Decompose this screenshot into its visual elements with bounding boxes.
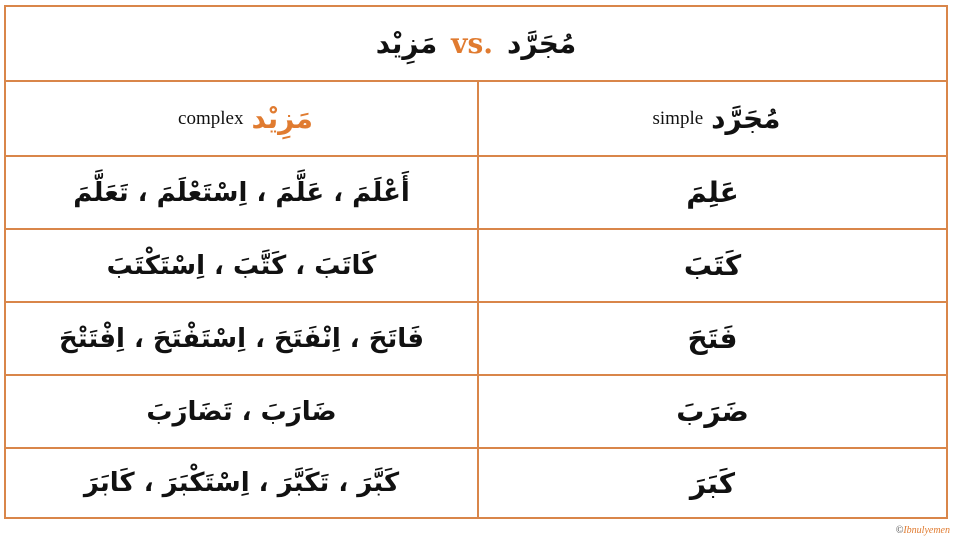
complex-forms: فَاتَحَ ، اِنْفَتَحَ ، اِسْتَفْتَحَ ، اِفْتَتْحَ	[58, 323, 425, 354]
header-complex	[6, 82, 479, 155]
header-row	[6, 82, 946, 157]
table-row	[6, 449, 946, 517]
simple-form: فَتَحَ	[687, 322, 738, 355]
table-row	[6, 376, 946, 449]
complex-forms: كَاتَبَ ، كَتَّبَ ، اِسْتَكْتَبَ	[106, 250, 377, 281]
title-row	[6, 7, 946, 82]
simple-form: ضَرَبَ	[676, 395, 749, 428]
simple-cell	[479, 230, 946, 301]
copyright-symbol: ©	[895, 525, 904, 536]
copyright-notice	[896, 525, 950, 536]
simple-cell	[479, 303, 946, 374]
simple-form: عَلِمَ	[686, 176, 739, 209]
simple-form: كَتَبَ	[683, 249, 742, 282]
header-simple-arabic: مُجَرَّد	[711, 102, 781, 135]
complex-forms: أَعْلَمَ ، عَلَّمَ ، اِسْتَعْلَمَ ، تَعَلَّمَ	[73, 177, 410, 208]
simple-cell	[479, 376, 946, 447]
header-complex-arabic: مَزِيْد	[251, 102, 313, 135]
simple-cell	[479, 449, 946, 517]
title-mujarrad: مُجَرَّد	[506, 27, 577, 60]
simple-form: كَبَرَ	[689, 466, 736, 500]
table-row	[6, 230, 946, 303]
complex-cell	[6, 303, 479, 374]
header-complex-english: complex	[178, 107, 244, 129]
title-mazid: مَزِيْد	[375, 27, 438, 60]
title-vs: vs.	[451, 27, 493, 60]
complex-cell	[6, 157, 479, 228]
complex-cell	[6, 449, 479, 517]
comparison-table	[4, 5, 948, 519]
complex-cell	[6, 376, 479, 447]
header-simple-english: simple	[652, 107, 704, 129]
complex-forms: ضَارَبَ ، تَضَارَبَ	[146, 396, 337, 427]
table-row	[6, 303, 946, 376]
header-simple	[479, 82, 946, 155]
complex-forms: كَبَّرَ ، تَكَبَّرَ ، اِسْتَكْبَرَ ، كَابَرَ	[83, 468, 400, 498]
copyright-author: Ibnulyemen	[903, 525, 950, 536]
table-row	[6, 157, 946, 230]
simple-cell	[479, 157, 946, 228]
complex-cell	[6, 230, 479, 301]
